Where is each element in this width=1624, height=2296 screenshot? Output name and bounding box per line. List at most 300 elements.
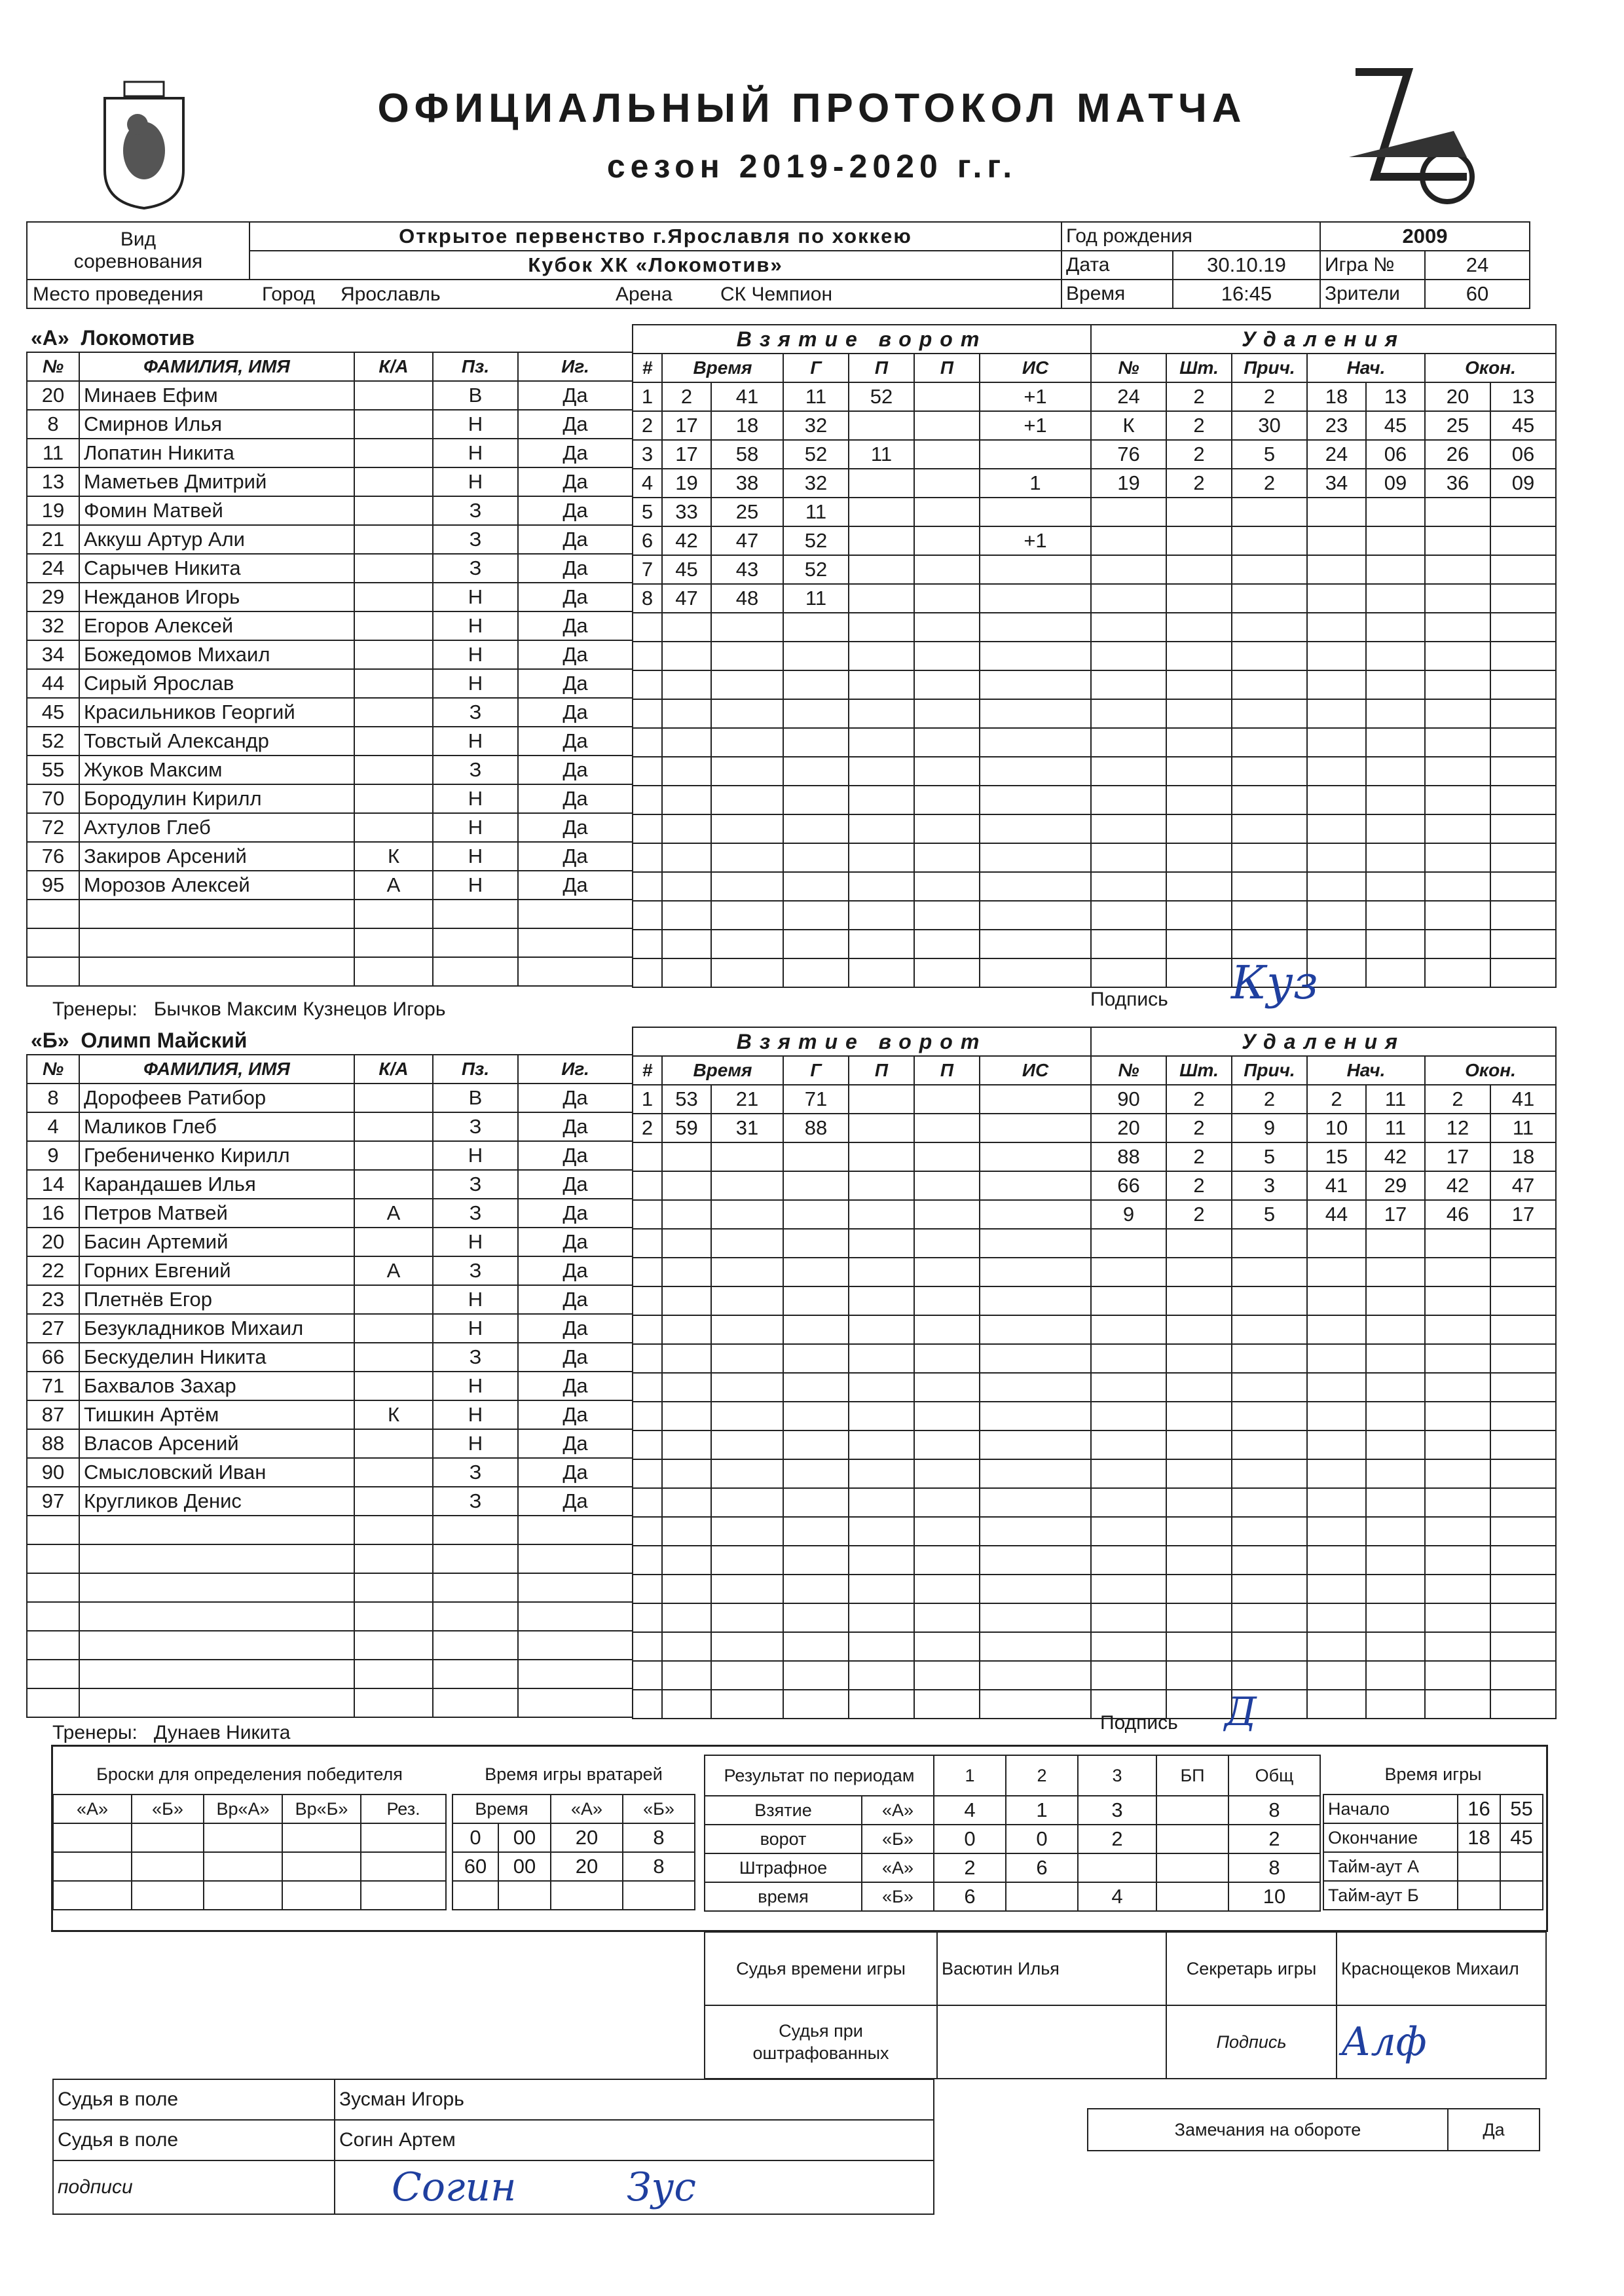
empty-cell — [783, 814, 849, 843]
team-a-player-row-cell: Да — [518, 842, 633, 871]
team-a-penalty-row-cell: 24 — [1307, 440, 1366, 469]
empty-cell — [1091, 1517, 1166, 1546]
birth-year-value: 2009 — [1320, 222, 1530, 251]
officials-table — [704, 1931, 1547, 2079]
empty-cell — [1307, 901, 1366, 930]
empty-cell — [1490, 958, 1556, 987]
empty-cell — [1307, 1459, 1366, 1488]
empty-cell — [1091, 1315, 1166, 1344]
empty-cell — [1166, 1315, 1232, 1344]
team-a-player-row-cell: Ахтулов Глеб — [79, 813, 354, 842]
empty-cell — [1490, 1373, 1556, 1402]
empty-cell — [711, 613, 783, 642]
goalie-time-table: Время игры вратарей Время «А» «Б» 0 00 20 8 60 00 20 8 — [452, 1755, 695, 1910]
team-a-player-row-cell: Да — [518, 611, 633, 640]
empty-cell — [914, 1402, 980, 1430]
team-a-player-row-cell: К — [354, 842, 433, 871]
team-a-player-row-cell — [354, 813, 433, 842]
empty-cell — [1307, 584, 1366, 613]
team-a-player-row-cell: З — [433, 554, 518, 583]
team-b-penalty-row — [1091, 1603, 1556, 1632]
empty-cell — [662, 1315, 711, 1344]
empty-cell — [1307, 1430, 1366, 1459]
empty-cell — [633, 1690, 662, 1719]
team-b-goal-row-cell: 53 — [662, 1085, 711, 1114]
team-a-player-row — [27, 669, 633, 698]
empty-cell — [633, 1488, 662, 1517]
empty-cell — [1091, 958, 1166, 987]
empty-cell — [1366, 786, 1425, 814]
empty-cell — [980, 901, 1091, 930]
empty-cell — [79, 928, 354, 957]
team-a-penalty-row — [1091, 411, 1556, 440]
empty-cell — [1366, 728, 1425, 757]
empty-cell — [849, 814, 914, 843]
empty-cell — [711, 1286, 783, 1315]
empty-cell — [27, 1660, 79, 1688]
team-a-player-row — [27, 381, 633, 410]
empty-cell — [914, 1200, 980, 1229]
empty-cell — [433, 957, 518, 986]
team-a-penalty-row-cell: 34 — [1307, 469, 1366, 498]
team-b-penalty-row-cell: 66 — [1091, 1171, 1166, 1200]
empty-cell — [711, 786, 783, 814]
empty-cell — [1166, 814, 1232, 843]
empty-cell — [1490, 843, 1556, 872]
empty-cell — [1366, 1315, 1425, 1344]
team-b-goal-row — [633, 1258, 1091, 1286]
team-a-goal-row-cell: 1 — [980, 469, 1091, 498]
team-b-player-row-cell: Н — [433, 1314, 518, 1343]
team-b-player-row-cell: Тишкин Артём — [79, 1400, 354, 1429]
empty-cell — [711, 1373, 783, 1402]
goalie-time-title: Время игры вратарей — [485, 1764, 663, 1784]
team-a-goal-row-cell: 1 — [633, 382, 662, 411]
empty-cell — [518, 928, 633, 957]
team-a-goal-row-cell: 2 — [633, 411, 662, 440]
team-a-goal-row-cell: 6 — [633, 526, 662, 555]
empty-cell — [433, 1544, 518, 1573]
team-a-penalty-row-cell: К — [1091, 411, 1166, 440]
team-a-goal-row-cell: 8 — [633, 584, 662, 613]
empty-cell — [633, 757, 662, 786]
team-a-player-row — [27, 611, 633, 640]
team-b-player-row-cell: 14 — [27, 1170, 79, 1199]
empty-cell — [1366, 1632, 1425, 1661]
empty-cell — [1366, 1690, 1425, 1719]
team-a-player-row-cell: Да — [518, 669, 633, 698]
team-b-player-row-cell: Да — [518, 1429, 633, 1458]
empty-cell — [980, 1402, 1091, 1430]
goalie-time-row — [452, 1823, 695, 1852]
team-a-penalty-row — [1091, 958, 1556, 987]
team-b-penalty-row — [1091, 1200, 1556, 1229]
empty-cell — [1307, 728, 1366, 757]
empty-cell — [662, 670, 711, 699]
team-a-penalty-row-cell: 45 — [1366, 411, 1425, 440]
empty-cell — [1166, 1517, 1232, 1546]
remarks-table — [1087, 2108, 1540, 2151]
empty-cell — [711, 1402, 783, 1430]
empty-cell — [1425, 555, 1490, 584]
empty-cell — [1425, 1546, 1490, 1575]
team-a-player-row-cell: 70 — [27, 784, 79, 813]
empty-cell — [633, 1603, 662, 1632]
game-time-table: Время игры Начало 16 55 Окончание 18 45 Тайм-аут А Тайм-аут Б — [1323, 1755, 1543, 1910]
empty-cell — [662, 642, 711, 670]
empty-cell — [1425, 1430, 1490, 1459]
empty-cell — [1366, 1488, 1425, 1517]
empty-cell — [1091, 1488, 1166, 1517]
birth-year-label: Год рождения — [1061, 222, 1320, 251]
team-b-sign-label: Подпись — [1100, 1712, 1178, 1734]
empty-cell — [27, 1631, 79, 1660]
empty-cell — [783, 1229, 849, 1258]
empty-cell — [1425, 901, 1490, 930]
team-b-player-row-cell: З — [433, 1487, 518, 1516]
team-b-player-row-cell — [354, 1458, 433, 1487]
empty-cell — [354, 1602, 433, 1631]
empty-cell — [783, 757, 849, 786]
empty-cell — [1366, 1258, 1425, 1286]
team-a-penalty-row-cell: 2 — [1232, 469, 1307, 498]
team-a-player-row-cell: Н — [433, 439, 518, 467]
empty-cell — [1232, 1402, 1307, 1430]
empty-cell — [980, 1229, 1091, 1258]
competition-name: Открытое первенство г.Ярославля по хоккею — [249, 222, 1061, 251]
team-b-player-row-cell: 97 — [27, 1487, 79, 1516]
empty-cell — [354, 1631, 433, 1660]
empty-cell — [849, 1575, 914, 1603]
empty-cell — [1490, 1546, 1556, 1575]
team-a-player-row-cell: Н — [433, 583, 518, 611]
empty-cell — [1366, 1373, 1425, 1402]
team-a-player-row-cell: Да — [518, 410, 633, 439]
team-a-player-row-cell: Да — [518, 496, 633, 525]
empty-cell — [914, 699, 980, 728]
empty-cell — [1307, 1373, 1366, 1402]
empty-cell — [783, 728, 849, 757]
team-b-penalty-row-cell: 9 — [1232, 1114, 1307, 1142]
empty-cell — [1166, 843, 1232, 872]
empty-cell — [1091, 1546, 1166, 1575]
team-a-player-row-cell — [354, 669, 433, 698]
empty-cell — [849, 930, 914, 958]
team-b-player-row-cell: Да — [518, 1314, 633, 1343]
empty-cell — [1425, 1661, 1490, 1690]
empty-cell — [1490, 1286, 1556, 1315]
team-a-penalty-row — [1091, 555, 1556, 584]
empty-cell — [1166, 757, 1232, 786]
team-b-player-row-cell: З — [433, 1199, 518, 1228]
empty-cell — [1307, 613, 1366, 642]
goalie-time-row-cell: 8 — [623, 1852, 695, 1881]
team-a-goal-row-cell: 52 — [783, 440, 849, 469]
empty-cell — [1232, 930, 1307, 958]
officials-sign-label: Подпись — [1166, 2005, 1337, 2079]
team-a-player-row-cell: Фомин Матвей — [79, 496, 354, 525]
team-a-player-row-cell: Да — [518, 640, 633, 669]
team-b-player-row — [27, 1458, 633, 1487]
team-a-player-row-cell: Морозов Алексей — [79, 871, 354, 900]
team-a-goal-row — [633, 555, 1091, 584]
team-a-coaches: Тренеры: Бычков Максим Кузнецов Игорь — [52, 998, 446, 1020]
team-b-player-row-cell — [354, 1170, 433, 1199]
empty-cell — [1425, 584, 1490, 613]
empty-cell — [849, 958, 914, 987]
empty-cell — [1490, 1315, 1556, 1344]
team-a-player-row-cell — [354, 439, 433, 467]
team-a-goal-row-cell: 42 — [662, 526, 711, 555]
team-b-player-row-cell: 27 — [27, 1314, 79, 1343]
empty-cell — [1091, 642, 1166, 670]
empty-cell — [1490, 1603, 1556, 1632]
team-b-player-row — [27, 1285, 633, 1314]
empty-cell — [980, 1488, 1091, 1517]
team-a-penalty-row — [1091, 872, 1556, 901]
empty-cell — [783, 843, 849, 872]
empty-cell — [633, 1459, 662, 1488]
team-b-player-row-cell: К — [354, 1400, 433, 1429]
team-b-player-row-cell: Плетнёв Егор — [79, 1285, 354, 1314]
team-b-player-row-cell: Петров Матвей — [79, 1199, 354, 1228]
empty-cell — [1490, 1517, 1556, 1546]
team-a-goal-row-cell — [849, 555, 914, 584]
empty-cell — [633, 1171, 662, 1200]
team-a-penalty-row-cell: 19 — [1091, 469, 1166, 498]
empty-cell — [1490, 786, 1556, 814]
team-a-penalty-row — [1091, 440, 1556, 469]
team-b-signature: Д — [1225, 1689, 1257, 1735]
team-a-goal-row-cell: 41 — [711, 382, 783, 411]
empty-cell — [914, 1546, 980, 1575]
empty-cell — [1366, 1229, 1425, 1258]
arena-value: СК Чемпион — [720, 283, 833, 305]
goalie-time-row-cell: 00 — [498, 1823, 551, 1852]
team-b-roster-header: № ФАМИЛИЯ, ИМЯ К/А Пз. Иг. — [27, 1055, 633, 1084]
team-a-player-row-cell: З — [433, 698, 518, 727]
empty-cell — [1366, 1430, 1425, 1459]
team-a-goal-row-cell: 32 — [783, 411, 849, 440]
team-a-name: Локомотив — [81, 325, 195, 350]
empty-cell — [1490, 1430, 1556, 1459]
team-b-goal-row — [633, 1171, 1091, 1200]
team-a-player-row — [27, 871, 633, 900]
team-b-goal-row-cell: 21 — [711, 1085, 783, 1114]
team-a-goals — [632, 324, 1092, 988]
empty-cell — [980, 1690, 1091, 1719]
empty-cell — [662, 814, 711, 843]
team-a-player-row-cell — [354, 554, 433, 583]
goalie-time-row-cell: 8 — [623, 1823, 695, 1852]
empty-cell — [914, 1344, 980, 1373]
team-a-penalty-row — [1091, 930, 1556, 958]
team-b-goals — [632, 1027, 1092, 1719]
empty-cell — [433, 1602, 518, 1631]
team-a-penalty-row-cell: 06 — [1490, 440, 1556, 469]
empty-cell — [1425, 1632, 1490, 1661]
empty-cell — [980, 642, 1091, 670]
team-a-goal-row-cell: +1 — [980, 382, 1091, 411]
empty-cell — [711, 1603, 783, 1632]
team-a-player-row-cell: Егоров Алексей — [79, 611, 354, 640]
empty-cell — [433, 928, 518, 957]
empty-cell — [1091, 1575, 1166, 1603]
goalie-time-row — [452, 1852, 695, 1881]
team-b-player-row-cell: Да — [518, 1487, 633, 1516]
team-a-goal-row-cell: 33 — [662, 498, 711, 526]
empty-cell — [1425, 1315, 1490, 1344]
team-b-player-row-cell: Гребениченко Кирилл — [79, 1141, 354, 1170]
empty-cell — [1366, 757, 1425, 786]
empty-cell — [354, 1544, 433, 1573]
empty-cell — [662, 1575, 711, 1603]
penalty-judge-label: Судья при оштрафованных — [705, 2005, 937, 2079]
empty-cell — [518, 900, 633, 928]
empty-cell — [783, 1286, 849, 1315]
empty-cell — [914, 642, 980, 670]
empty-cell — [633, 1229, 662, 1258]
empty-cell — [711, 814, 783, 843]
empty-cell — [849, 1142, 914, 1171]
empty-cell — [1166, 1459, 1232, 1488]
empty-cell — [662, 1459, 711, 1488]
empty-cell — [711, 728, 783, 757]
empty-cell — [1490, 814, 1556, 843]
team-a-player-row-cell — [354, 611, 433, 640]
team-a-player-row-cell: Закиров Арсений — [79, 842, 354, 871]
team-b-penalty-row-cell: 5 — [1232, 1142, 1307, 1171]
team-a-player-row-cell: 55 — [27, 756, 79, 784]
empty-cell — [1166, 1546, 1232, 1575]
team-a-goal-row — [633, 901, 1091, 930]
referee-1-label: Судья в поле — [53, 2079, 335, 2120]
team-a-goal-row-cell: 2 — [662, 382, 711, 411]
empty-cell — [1307, 843, 1366, 872]
team-b-player-row-cell: Бескуделин Никита — [79, 1343, 354, 1372]
empty-cell — [1166, 901, 1232, 930]
team-a-player-row-cell: З — [433, 756, 518, 784]
empty-cell — [1366, 1459, 1425, 1488]
timekeeper-name: Васютин Илья — [937, 1932, 1166, 2005]
empty-cell — [1490, 670, 1556, 699]
team-a-goal-row-cell: 48 — [711, 584, 783, 613]
empty-cell — [1425, 1402, 1490, 1430]
team-b-penalty-row-cell: 17 — [1490, 1200, 1556, 1229]
team-b-penalty-row-cell: 90 — [1091, 1085, 1166, 1114]
team-a-goal-row-cell: 52 — [849, 382, 914, 411]
empty-cell — [849, 1315, 914, 1344]
empty-cell — [1091, 1402, 1166, 1430]
empty-cell — [633, 1575, 662, 1603]
team-b-penalty-row — [1091, 1229, 1556, 1258]
empty-cell — [849, 1603, 914, 1632]
team-b-roster — [26, 1027, 633, 1718]
empty-cell — [1091, 1430, 1166, 1459]
spectators-value: 60 — [1425, 280, 1530, 308]
empty-cell — [1232, 1575, 1307, 1603]
empty-cell — [711, 958, 783, 987]
empty-cell — [662, 1142, 711, 1171]
team-a-player-row-cell: Минаев Ефим — [79, 381, 354, 410]
team-b-player-row-cell: Да — [518, 1199, 633, 1228]
team-a-player-row-cell: Н — [433, 842, 518, 871]
empty-cell — [1425, 1603, 1490, 1632]
team-b-player-row — [27, 1256, 633, 1285]
timekeeper-label: Судья времени игры — [705, 1932, 937, 2005]
empty-cell — [1490, 1575, 1556, 1603]
team-b-player-row-cell: А — [354, 1199, 433, 1228]
empty-cell — [633, 642, 662, 670]
empty-cell — [849, 613, 914, 642]
empty-cell — [633, 958, 662, 987]
team-a-goal-row — [633, 872, 1091, 901]
empty-cell — [1425, 930, 1490, 958]
empty-cell — [1366, 872, 1425, 901]
empty-cell — [711, 1344, 783, 1373]
team-b-penalty-row-cell: 10 — [1307, 1114, 1366, 1142]
empty-cell — [783, 901, 849, 930]
empty-cell — [662, 1373, 711, 1402]
team-b-player-row — [27, 1660, 633, 1688]
team-b-penalty-row-cell: 3 — [1232, 1171, 1307, 1200]
team-a-goal-row — [633, 786, 1091, 814]
empty-cell — [1166, 872, 1232, 901]
team-b-penalty-row — [1091, 1171, 1556, 1200]
team-b-player-row — [27, 1372, 633, 1400]
team-a-player-row-cell: Н — [433, 871, 518, 900]
team-a-penalty-row-cell: 45 — [1490, 411, 1556, 440]
empty-cell — [711, 1575, 783, 1603]
empty-cell — [783, 642, 849, 670]
team-b-player-row-cell — [354, 1084, 433, 1112]
team-a-player-row-cell: Да — [518, 381, 633, 410]
empty-cell — [1425, 843, 1490, 872]
team-b-player-row — [27, 1573, 633, 1602]
empty-cell — [783, 1142, 849, 1171]
empty-cell — [1232, 1258, 1307, 1286]
empty-cell — [662, 1200, 711, 1229]
team-b-penalty-row — [1091, 1459, 1556, 1488]
empty-cell — [662, 1286, 711, 1315]
empty-cell — [711, 872, 783, 901]
empty-cell — [662, 1344, 711, 1373]
empty-cell — [980, 1459, 1091, 1488]
time-value: 16:45 — [1173, 280, 1320, 308]
empty-cell — [1490, 728, 1556, 757]
team-b-penalty-row-cell: 2 — [1166, 1200, 1232, 1229]
team-b-penalty-row-cell: 5 — [1232, 1200, 1307, 1229]
empty-cell — [783, 613, 849, 642]
team-b-player-row-cell: А — [354, 1256, 433, 1285]
team-a-goal-row-cell: 7 — [633, 555, 662, 584]
empty-cell — [1425, 526, 1490, 555]
empty-cell — [783, 1603, 849, 1632]
team-b-penalty-row-cell: 41 — [1307, 1171, 1366, 1200]
team-b-penalty-row — [1091, 1258, 1556, 1286]
empty-cell — [914, 1690, 980, 1719]
empty-cell — [1425, 1517, 1490, 1546]
empty-cell — [633, 1258, 662, 1286]
empty-cell — [849, 1171, 914, 1200]
team-b-goal-row — [633, 1517, 1091, 1546]
empty-cell — [1490, 901, 1556, 930]
empty-cell — [518, 1631, 633, 1660]
empty-cell — [1307, 1229, 1366, 1258]
team-a-goal-row-cell — [849, 526, 914, 555]
empty-cell — [662, 843, 711, 872]
empty-cell — [1366, 1603, 1425, 1632]
